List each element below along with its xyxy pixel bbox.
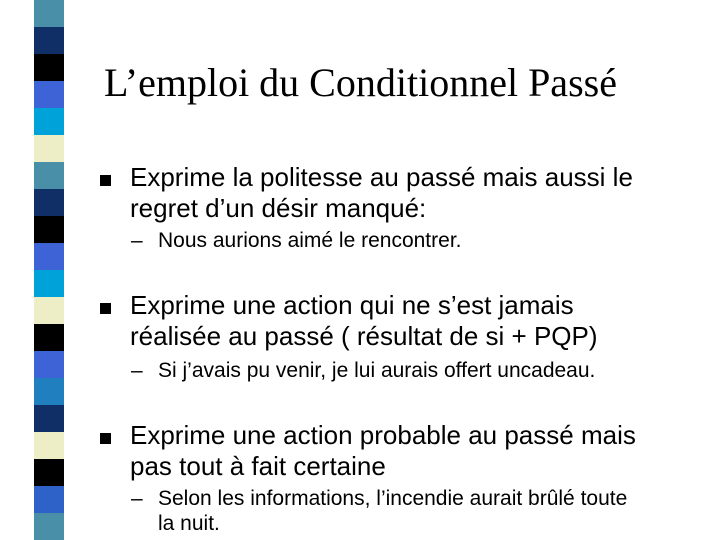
bullet-1-line-2: regret d’un désir manqué: — [130, 193, 427, 223]
square-bullet-icon — [100, 175, 111, 186]
stripe-segment — [34, 378, 64, 405]
dash-marker: – — [131, 359, 143, 382]
stripe-segment — [34, 162, 64, 189]
bullet-text-3 — [130, 420, 690, 482]
dash-marker: – — [131, 487, 143, 510]
stripe-segment — [34, 54, 64, 81]
stripe-segment — [34, 297, 64, 324]
stripe-segment — [34, 0, 64, 27]
bullet-2-line-1: Exprime une action qui ne s’est jamais — [130, 290, 574, 320]
square-bullet-icon — [100, 303, 111, 314]
stripe-segment — [34, 216, 64, 243]
stripe-segment — [34, 189, 64, 216]
bullet-2-line-2: réalisée au passé ( résultat de si + PQP) — [130, 321, 598, 351]
bullet-3-line-2: pas tout à fait certaine — [130, 451, 386, 481]
sub-bullet-3 — [131, 486, 691, 536]
sub-bullet-2-text: Si j’avais pu venir, je lui aurais offert uncadeau. — [158, 359, 596, 382]
stripe-segment — [34, 27, 64, 54]
decorative-stripe-bar — [34, 0, 64, 540]
stripe-segment — [34, 351, 64, 378]
stripe-segment — [34, 459, 64, 486]
sub-bullet-3-continuation: la nuit. — [158, 512, 220, 535]
bullet-text-1 — [130, 162, 690, 224]
stripe-segment — [34, 486, 64, 513]
slide-title: L’emploi du Conditionnel Passé — [104, 60, 617, 105]
stripe-segment — [34, 135, 64, 162]
sub-bullet-3-text: Selon les informations, l’incendie aurait brûlé toute — [158, 487, 628, 510]
bullet-1-line-1: Exprime la politesse au passé mais aussi le — [130, 162, 633, 192]
bullet-text-2 — [130, 290, 690, 352]
dash-marker: – — [131, 229, 143, 252]
sub-bullet-1-text: Nous aurions aimé le rencontrer. — [158, 229, 462, 252]
stripe-segment — [34, 108, 64, 135]
stripe-segment — [34, 243, 64, 270]
sub-bullet-1 — [131, 228, 691, 253]
sub-bullet-2 — [131, 358, 691, 383]
stripe-segment — [34, 270, 64, 297]
bullet-3-line-1: Exprime une action probable au passé mais — [130, 420, 636, 450]
stripe-segment — [34, 513, 64, 540]
stripe-segment — [34, 432, 64, 459]
stripe-segment — [34, 81, 64, 108]
stripe-segment — [34, 324, 64, 351]
stripe-segment — [34, 405, 64, 432]
square-bullet-icon — [100, 433, 111, 444]
